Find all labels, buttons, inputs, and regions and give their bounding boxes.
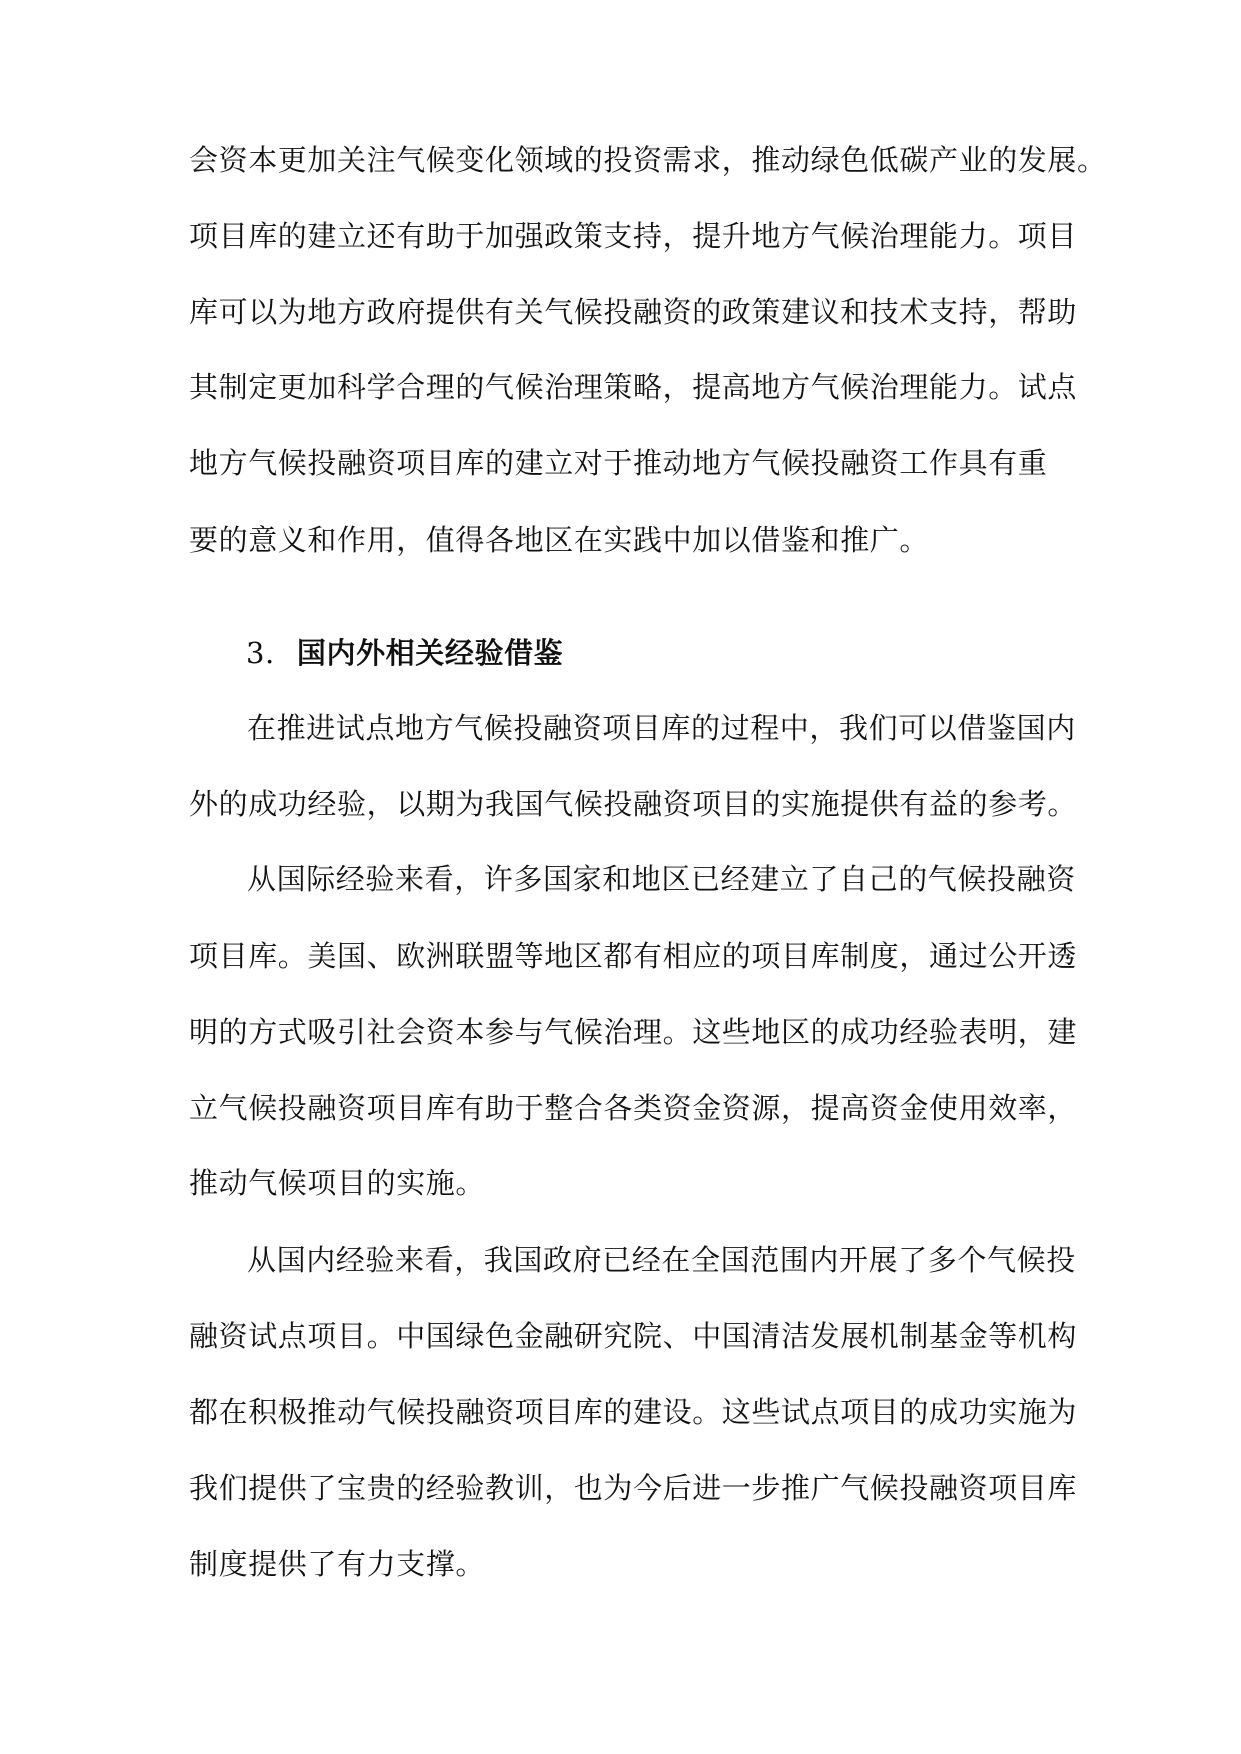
text-line: 融资试点项目。中国绿色金融研究院、中国清洁发展机制基金等机构 <box>189 1319 1078 1353</box>
text-line: 会资本更加关注气候变化领域的投资需求，推动绿色低碳产业的发展。 <box>189 143 1107 177</box>
text-line: 从国际经验来看，许多国家和地区已经建立了自己的气候投融资 <box>247 862 1076 896</box>
text-line: 立气候投融资项目库有助于整合各类资金资源，提高资金使用效率， <box>189 1091 1078 1125</box>
text-line: 从国内经验来看，我国政府已经在全国范围内开展了多个气候投 <box>247 1243 1076 1277</box>
text-line: 库可以为地方政府提供有关气候投融资的政策建议和技术支持，帮助 <box>189 295 1078 329</box>
text-line: 我们提供了宝贵的经验教训，也为今后进一步推广气候投融资项目库 <box>189 1471 1078 1505</box>
text-line: 外的成功经验，以期为我国气候投融资项目的实施提供有益的参考。 <box>189 787 1078 821</box>
text-line: 制度提供了有力支撑。 <box>189 1547 486 1581</box>
text-line: 要的意义和作用，值得各地区在实践中加以借鉴和推广。 <box>189 523 930 557</box>
text-line: 在推进试点地方气候投融资项目库的过程中，我们可以借鉴国内 <box>247 711 1076 745</box>
section-title: 国内外相关经验借鉴 <box>296 636 564 670</box>
text-line: 地方气候投融资项目库的建立对于推动地方气候投融资工作具有重 <box>189 446 1048 480</box>
text-line: 项目库。美国、欧洲联盟等地区都有相应的项目库制度，通过公开透 <box>189 939 1078 973</box>
text-line: 其制定更加科学合理的气候治理策略，提高地方气候治理能力。试点 <box>189 370 1078 404</box>
text-line: 明的方式吸引社会资本参与气候治理。这些地区的成功经验表明，建 <box>189 1015 1078 1049</box>
text-line: 项目库的建立还有助于加强政策支持，提升地方气候治理能力。项目 <box>189 219 1078 253</box>
section-heading <box>246 633 563 673</box>
section-number: 3. <box>246 636 275 670</box>
text-line: 推动气候项目的实施。 <box>189 1166 486 1200</box>
text-line: 都在积极推动气候投融资项目库的建设。这些试点项目的成功实施为 <box>189 1395 1078 1429</box>
